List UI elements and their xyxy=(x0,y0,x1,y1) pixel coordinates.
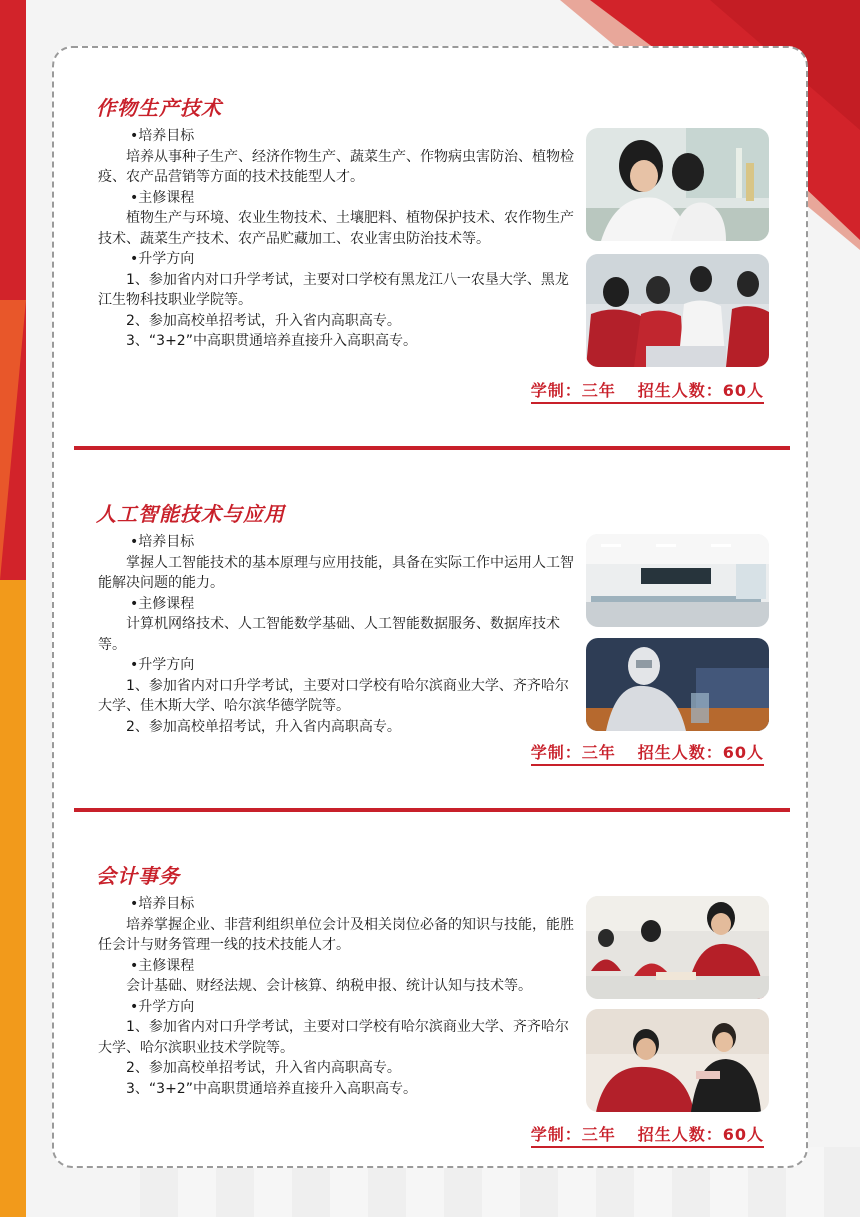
enrollment-label: 招生人数：60人 xyxy=(637,743,764,762)
heading-goal: •培养目标 xyxy=(130,128,195,144)
course-text: 植物生产与环境、农业生物技术、土壤肥料、植物保护技术、农作物生产技术、蔬菜生产技术、农产品贮藏加工、农业害虫防治技术等。 xyxy=(98,210,574,247)
heading-goal: •培养目标 xyxy=(130,896,195,912)
path-item: 2、参加高校单招考试，升入省内高职高专。 xyxy=(126,312,401,329)
section-body xyxy=(98,532,576,737)
section-body xyxy=(98,894,576,1099)
section-info xyxy=(531,1122,764,1148)
path-item: 1、参加省内对口升学考试，主要对口学校有哈尔滨商业大学、齐齐哈尔大学、哈尔滨职业技术学院等。 xyxy=(98,1019,569,1056)
heading-course: •主修课程 xyxy=(130,595,195,612)
duration-label: 学制：三年 xyxy=(530,381,616,400)
goal-text: 培养从事种子生产、经济作物生产、蔬菜生产、作物病虫害防治、植物检疫、农产品营销等方面的技术技能型人才。 xyxy=(98,148,574,185)
enrollment-label: 招生人数：60人 xyxy=(637,1125,764,1144)
section-divider xyxy=(74,808,790,812)
goal-text: 培养掌握企业、非营利组织单位会计及相关岗位必备的知识与技能，能胜任会计与财务管理一线的技术技能人才。 xyxy=(98,916,574,953)
classroom-students-photo xyxy=(586,896,769,999)
course-text: 计算机网络技术、人工智能数学基础、人工智能数据服务、数据库技术等。 xyxy=(98,616,560,653)
section-title: 人工智能技术与应用 xyxy=(96,502,285,526)
section-body xyxy=(98,126,576,352)
path-item: 3、“3+2”中高职贯通培养直接升入高职高专。 xyxy=(126,333,417,349)
path-item: 1、参加省内对口升学考试，主要对口学校有黑龙江八一农垦大学、黑龙江生物科技职业学院等。 xyxy=(98,271,569,308)
heading-course: •主修课程 xyxy=(130,957,195,974)
section-divider xyxy=(74,446,790,450)
section-title: 作物生产技术 xyxy=(96,96,222,120)
goal-text: 掌握人工智能技术的基本原理与应用技能，具备在实际工作中运用人工智能解决问题的能力。 xyxy=(98,554,574,591)
section-info xyxy=(531,740,764,766)
section-title: 会计事务 xyxy=(96,864,180,888)
path-item: 2、参加高校单招考试，升入省内高职高专。 xyxy=(126,718,401,735)
heading-path: •升学方向 xyxy=(130,657,195,673)
heading-course: •主修课程 xyxy=(130,189,195,206)
lab-experiment-photo xyxy=(586,254,769,367)
heading-goal: •培养目标 xyxy=(130,534,195,550)
path-item: 1、参加省内对口升学考试，主要对口学校有哈尔滨商业大学、齐齐哈尔大学、佳木斯大学、哈尔滨华德学院等。 xyxy=(98,677,569,714)
left-orange-wedge xyxy=(0,300,26,580)
computer-lab-photo xyxy=(586,534,769,627)
heading-path: •升学方向 xyxy=(130,251,195,267)
duration-label: 学制：三年 xyxy=(530,743,616,762)
enrollment-label: 招生人数：60人 xyxy=(637,381,764,400)
heading-path: •升学方向 xyxy=(130,998,195,1015)
money-counting-photo xyxy=(586,1009,769,1112)
duration-label: 学制：三年 xyxy=(530,1125,616,1144)
content-card xyxy=(52,46,808,1168)
lab-students-photo xyxy=(586,128,769,241)
path-item: 2、参加高校单招考试，升入省内高职高专。 xyxy=(126,1060,401,1076)
path-item: 3、“3+2”中高职贯通培养直接升入高职高专。 xyxy=(126,1080,417,1097)
course-text: 会计基础、财经法规、会计核算、纳税申报、统计认知与技术等。 xyxy=(126,978,532,994)
section-info xyxy=(531,378,764,404)
robot-photo xyxy=(586,638,769,731)
left-orange-stripe xyxy=(0,580,26,1217)
